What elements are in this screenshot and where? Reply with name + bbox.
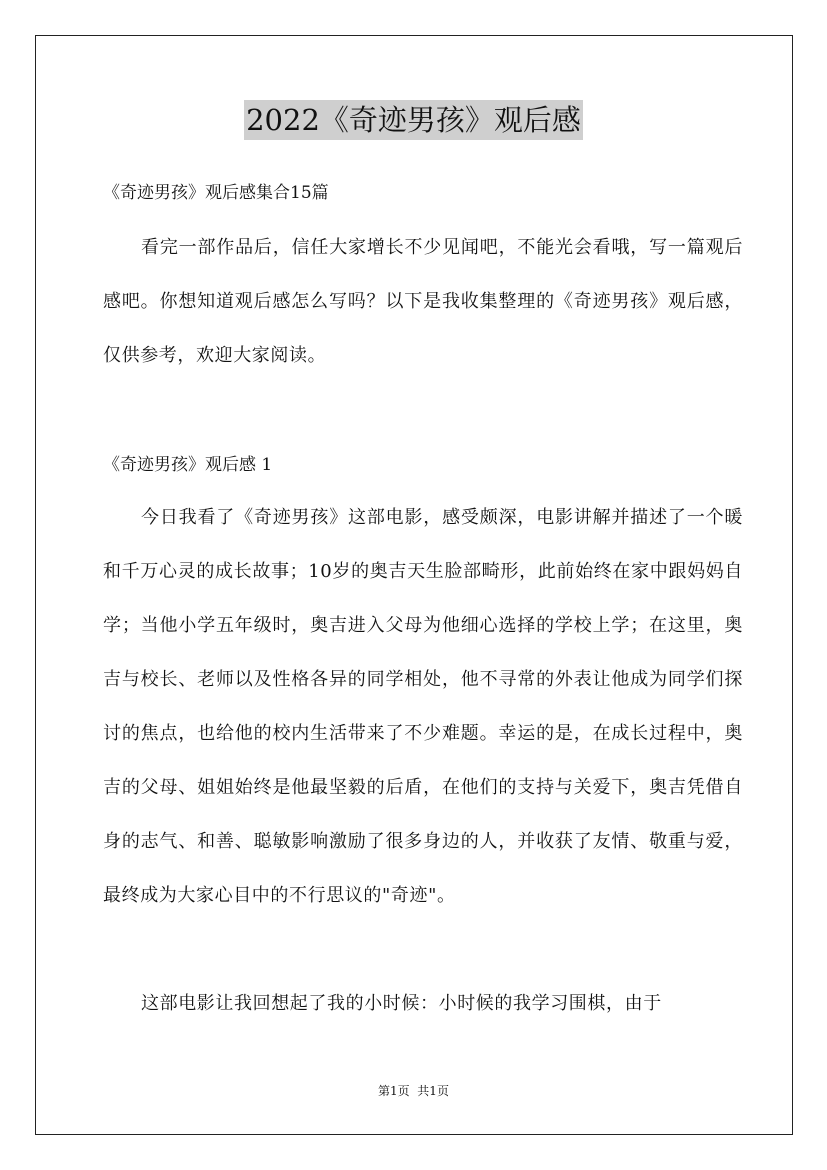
intro-paragraph: 看完一部作品后，信任大家增长不少见闻吧，不能光会看哦，写一篇观后感吧。你想知道观后感怎么写吗？以下是我收集整理的《奇迹男孩》观后感，仅供参考，欢迎大家阅读。	[103, 237, 743, 366]
body-paragraph-1: 今日我看了《奇迹男孩》这部电影，感受颇深，电影讲解并描述了一个暖和千万心灵的成长故事；10岁的奥吉天生脸部畸形，此前始终在家中跟妈妈自学；当他小学五年级时，奥吉进入父母为他细心选择的学校上学；在这里，奥吉与校长、老师以及性格各异的同学相处，他不寻常的外表让他成为同学们探讨的焦点，也给他的校内生活带来了不少难题。幸运的是，在成长过程中，奥吉的父母、姐姐始终是他最坚毅的后盾，在他们的支持与关爱下，奥吉凭借自身的志气、和善、聪敏影响激励了很多身边的人，并收获了友情、敬重与爱，最终成为大家心目中的不行思议的"奇迹"。	[103, 507, 743, 906]
title-container	[0, 100, 827, 140]
document-subtitle: 《奇迹男孩》观后感集合15篇	[103, 183, 329, 203]
page-footer: 第1页 共1页	[378, 1084, 449, 1098]
document-title: 2022《奇迹男孩》观后感	[244, 100, 583, 140]
section-heading: 《奇迹男孩》观后感 1	[103, 455, 273, 475]
body-paragraph-2: 这部电影让我回想起了我的小时候：小时候的我学习围棋，由于	[141, 993, 662, 1014]
